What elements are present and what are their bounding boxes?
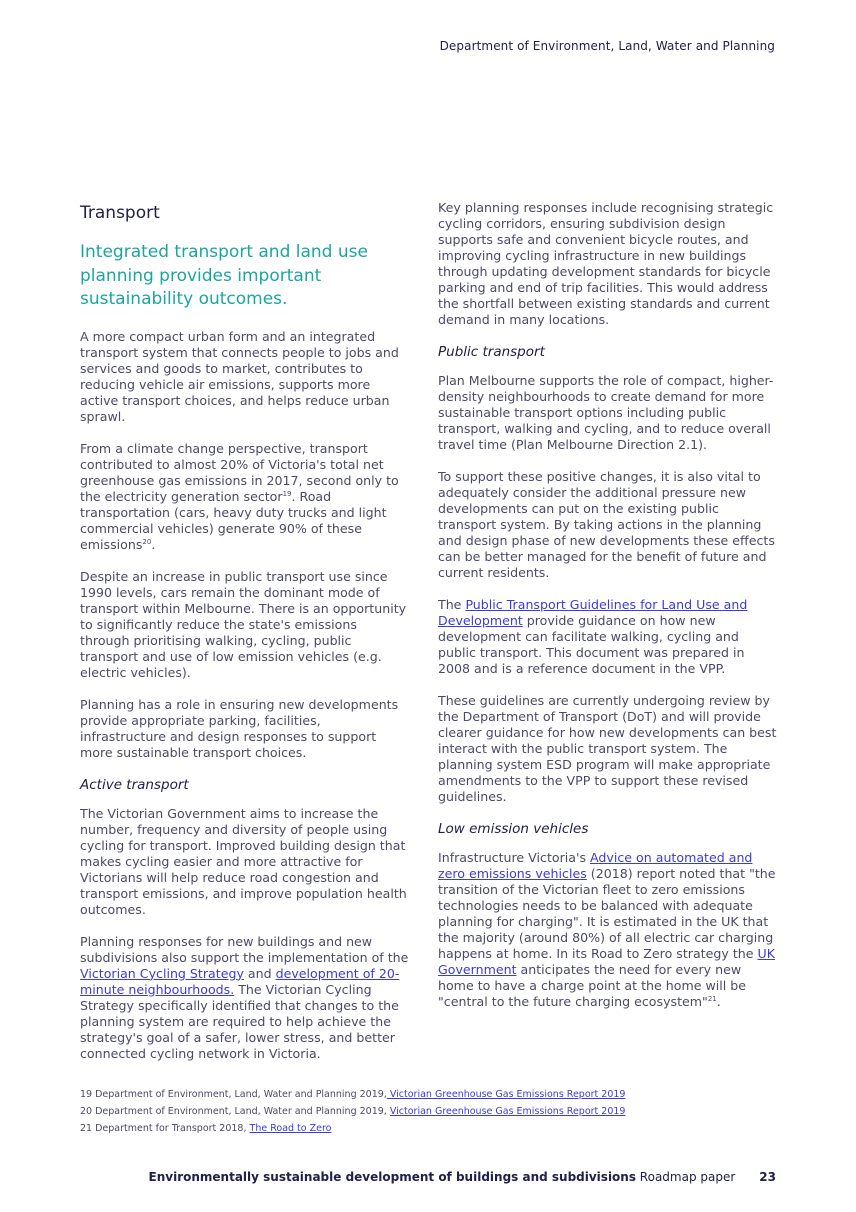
section-title: Transport (80, 203, 160, 223)
page-footer (149, 1170, 776, 1184)
paragraph: Planning has a role in ensuring new developments provide appropriate parking, facilities, infrastructure and design responses to support more sustainable transport choices. (80, 696, 399, 760)
footnote-link[interactable]: The Road to Zero (249, 1123, 332, 1134)
paragraph: Key planning responses include recognising strategic cycling corridors, ensuring subdivision design supports safe and convenient bicycle routes, and improving cycling infrastructure in new buildings through updating development standards for bicycle parking and end of trip facilities. This would address the shortfall between existing standards and current demand in many locations. (438, 200, 774, 327)
paragraph: Planning responses for new buildings and new subdivisions also support the implementation of the Victorian Cycling Strategy and development of 20-minute neighbourhoods. The Victorian Cycling Strategy specifically identified that changes to the planning system are required to help achieve the strategy's goal of a safer, lower stress, and better connected cycling network in Victoria. (80, 933, 409, 1061)
subheading-active-transport: Active transport (80, 776, 189, 793)
footnote-link[interactable]: Victorian Greenhouse Gas Emissions Report 2019 (389, 1106, 626, 1117)
paragraph: The Public Transport Guidelines for Land Use and Development provide guidance on how new development can facilitate walking, cycling and public transport. This document was prepared in 2008 and is a reference document in the VPP. (438, 597, 748, 676)
footnote-ref[interactable]: 21 (707, 994, 717, 1003)
paragraph: Despite an increase in public transport use since 1990 levels, cars remain the dominant mode of transport within Melbourne. There is an opportunity to significantly reduce the state's emissions through prioritising walking, cycling, public transport and use of low emission vehicles (e.g. electric vehicles). (80, 568, 407, 680)
link-public-transport-guidelines[interactable]: Public Transport Guidelines for Land Use and Development (438, 597, 748, 628)
footnote-21: 21 Department for Transport 2018, The Road to Zero (80, 1123, 332, 1134)
footnote-19: 19 Department of Environment, Land, Water and Planning 2019, Victorian Greenhouse Gas Emissions Report 2019 (80, 1089, 626, 1100)
left-column (80, 200, 410, 1078)
paragraph: Plan Melbourne supports the role of compact, higher-density neighbourhoods to create demand for more sustainable transport options including public transport, walking and cycling, and to reduce overall travel time (Plan Melbourne Direction 2.1). (438, 373, 774, 452)
page-number: 23 (759, 1170, 776, 1184)
footer-subtitle: Roadmap paper (635, 1170, 736, 1184)
link-automated-zero-emissions[interactable]: Advice on automated and zero emissions vehicles (438, 850, 753, 881)
subheading-low-emission-vehicles: Low emission vehicles (438, 821, 589, 837)
subheading-public-transport: Public transport (438, 344, 545, 360)
intro-statement: Integrated transport and land use planning provides important sustainability outcomes. (80, 242, 368, 309)
paragraph: A more compact urban form and an integrated transport system that connects people to jobs and services and goods to market, contributes to reducing vehicle air emissions, supports more active transport choices, and helps reduce urban sprawl. (80, 328, 399, 424)
paragraph: To support these positive changes, it is also vital to adequately consider the additional pressure new developments can put on the existing public transport system. By taking actions in the planning and design phase of new developments these effects can be better managed for the benefit of future and current residents. (438, 469, 775, 580)
right-column (438, 200, 778, 1026)
link-20-minute-neighbourhoods[interactable]: development of 20-minute neighbourhoods. (80, 965, 400, 997)
header-department: Department of Environment, Land, Water and Planning (439, 39, 775, 53)
footnotes (80, 1086, 780, 1137)
footnote-ref[interactable]: 19 (282, 489, 292, 498)
paragraph: The Victorian Government aims to increase the number, frequency and diversity of people using cycling for transport. Improved building design that makes cycling easier and more attractive for Victorians will help reduce road congestion and transport emissions, and improve population health outcomes. (80, 805, 407, 917)
footnote-ref[interactable]: 20 (142, 537, 152, 546)
paragraph: Infrastructure Victoria's Advice on automated and zero emissions vehicles (2018) report noted that "the transition of the Victorian fleet to zero emissions technologies needs to be balanced with adequate planning for charging". It is estimated in the UK that the majority (around 80%) of all electric car charging happens at home. In its Road to Zero strategy the UK Government anticipates the need for every new home to have a charge point at the home will be "central to the future charging ecosystem"$^{21}$. (438, 850, 776, 1009)
footer-title: Environmentally sustainable development of buildings and subdivisions (148, 1170, 636, 1184)
link-uk-government[interactable]: UK Government (438, 946, 775, 977)
paragraph: From a climate change perspective, transport contributed to almost 20% of Victoria's total net greenhouse gas emissions in 2017, second only to the electricity generation sector$^{19}$. Road transportation (cars, heavy duty trucks and light commercial vehicles) generate 90% of these emissions$^{20}$. (80, 440, 399, 552)
paragraph: These guidelines are currently undergoing review by the Department of Transport (DoT) and will provide clearer guidance for how new developments can best interact with the public transport system. The planning system ESD program will make appropriate amendments to the VPP to support these revised guidelines. (438, 693, 777, 804)
footnote-link[interactable]: Victorian Greenhouse Gas Emissions Report 2019 (386, 1089, 626, 1100)
link-victorian-cycling-strategy[interactable]: Victorian Cycling Strategy (80, 965, 244, 981)
footnote-20: 20 Department of Environment, Land, Water and Planning 2019, Victorian Greenhouse Gas Emissions Report 2019 (80, 1106, 626, 1117)
